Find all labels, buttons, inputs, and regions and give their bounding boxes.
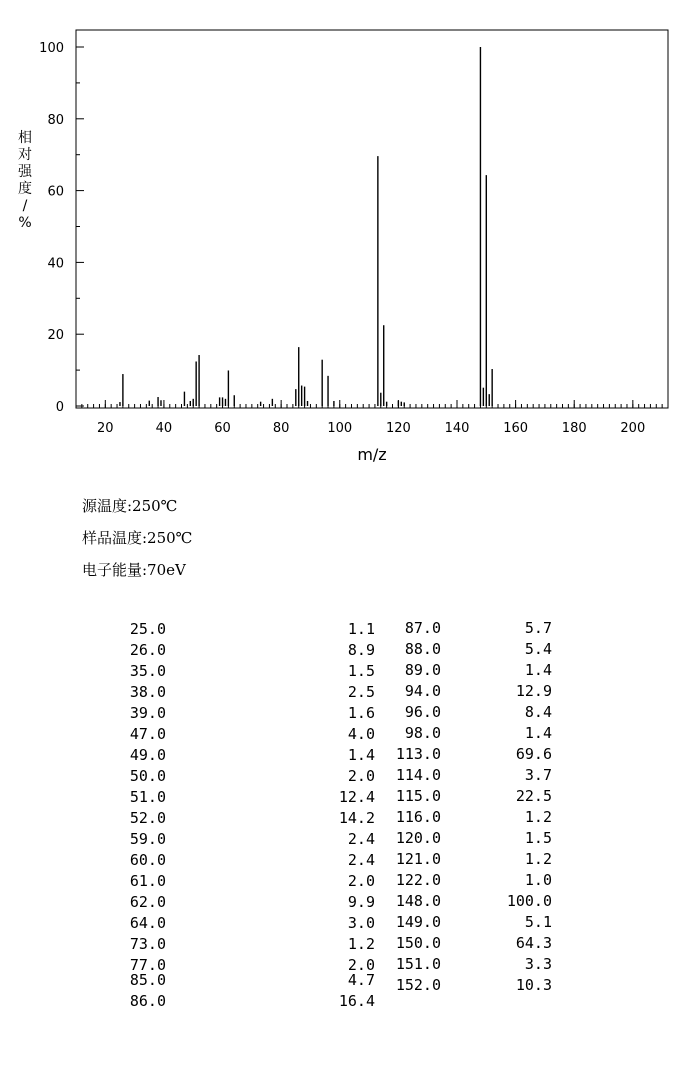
peak-mz: 89.0 (404, 661, 441, 679)
peak-mz: 150.0 (395, 934, 441, 952)
peak-intensity: 5.1 (524, 913, 552, 931)
peak-mz: 85.0 (129, 971, 166, 989)
x-tick-label: 60 (214, 421, 231, 436)
x-tick-label: 40 (155, 421, 173, 436)
y-tick-label: 100 (39, 41, 64, 56)
peak-intensity: 8.9 (347, 641, 375, 659)
peak-mz: 38.0 (129, 683, 166, 701)
peak-intensity: 1.2 (524, 808, 552, 826)
x-tick-labels (97, 421, 645, 436)
y-tick-label: 60 (47, 184, 64, 200)
y-tick-label: 40 (47, 256, 64, 272)
peak-intensity: 5.7 (524, 619, 552, 637)
peak-intensity: 3.7 (524, 766, 552, 784)
peak-row (100, 787, 375, 808)
peak-mz: 62.0 (129, 893, 166, 911)
peak-intensity: 1.0 (524, 871, 552, 889)
x-minor-ticks (76, 404, 668, 408)
peak-intensity: 1.2 (524, 850, 552, 868)
x-axis-label: m/z (357, 445, 387, 464)
peak-row (100, 991, 375, 1012)
peak-row (100, 829, 375, 850)
peak-intensity: 100.0 (506, 892, 552, 910)
peak-intensity: 9.9 (347, 893, 375, 911)
x-tick-label: 160 (503, 421, 529, 436)
peak-bars (120, 47, 492, 406)
peak-intensity: 1.2 (347, 935, 375, 953)
peak-mz: 39.0 (129, 704, 166, 722)
peak-mz: 25.0 (129, 620, 166, 638)
peak-mz: 47.0 (129, 725, 166, 743)
y-axis-label-char: 度 (18, 181, 32, 197)
peak-intensity: 16.4 (338, 992, 375, 1010)
peak-intensity: 12.4 (338, 788, 375, 806)
peak-intensity: 2.5 (347, 683, 375, 701)
peak-mz: 114.0 (395, 766, 441, 784)
peak-intensity: 3.3 (524, 955, 552, 973)
peak-mz: 148.0 (395, 892, 441, 910)
peak-row (370, 975, 570, 996)
peak-row (100, 766, 375, 787)
peak-row (370, 660, 570, 681)
x-tick-label: 20 (97, 421, 114, 436)
peak-intensity: 1.4 (524, 661, 552, 679)
peak-row (100, 640, 375, 661)
peak-intensity: 14.2 (338, 809, 375, 827)
peak-row (370, 744, 570, 765)
plot-frame (76, 30, 668, 408)
peak-mz: 26.0 (129, 641, 166, 659)
peak-mz: 51.0 (129, 788, 166, 806)
peak-intensity: 1.4 (524, 724, 552, 742)
peak-mz: 149.0 (395, 913, 441, 931)
peak-table-right (370, 618, 570, 996)
y-axis-label (14, 130, 36, 232)
peak-intensity: 2.0 (347, 872, 375, 890)
y-axis-label-char: 相 (18, 130, 32, 146)
peak-mz: 122.0 (395, 871, 441, 889)
peak-mz: 60.0 (129, 851, 166, 869)
peak-intensity: 1.5 (347, 662, 375, 680)
peak-intensity: 3.0 (347, 914, 375, 932)
y-tick-labels (39, 41, 64, 415)
peak-row (370, 912, 570, 933)
peak-intensity: 1.6 (347, 704, 375, 722)
peak-row (370, 765, 570, 786)
electron-energy: 电子能量:70eV (82, 561, 186, 579)
peak-intensity: 4.0 (347, 725, 375, 743)
peak-row (370, 807, 570, 828)
peak-intensity: 69.6 (515, 745, 552, 763)
x-tick-label: 200 (620, 421, 646, 436)
peak-intensity: 2.4 (347, 851, 375, 869)
peak-intensity: 5.4 (524, 640, 552, 658)
source-temperature: 源温度:250℃ (82, 497, 178, 515)
peak-mz: 120.0 (395, 829, 441, 847)
peak-mz: 49.0 (129, 746, 166, 764)
peak-row (370, 639, 570, 660)
x-tick-label: 120 (385, 421, 411, 436)
x-tick-label: 180 (561, 421, 587, 436)
peak-mz: 116.0 (395, 808, 441, 826)
peak-row (100, 745, 375, 766)
peak-row (100, 619, 375, 640)
peak-mz: 88.0 (404, 640, 441, 658)
y-tick-label: 80 (47, 112, 64, 128)
y-axis-label-char: 对 (18, 147, 32, 163)
peak-intensity: 1.5 (524, 829, 552, 847)
y-axis-label-char: % (18, 215, 32, 231)
y-axis-label-char: 强 (18, 164, 32, 180)
peak-mz: 87.0 (404, 619, 441, 637)
peak-row (370, 618, 570, 639)
peak-row (100, 850, 375, 871)
peak-row (100, 808, 375, 829)
peak-row (370, 891, 570, 912)
peak-row (100, 892, 375, 913)
peak-mz: 98.0 (404, 724, 441, 742)
peak-row (100, 661, 375, 682)
peak-mz: 77.0 (129, 956, 166, 974)
y-axis-label-char: / (22, 198, 28, 214)
peak-mz: 50.0 (129, 767, 166, 785)
peak-row (370, 849, 570, 870)
peak-row (370, 870, 570, 891)
peak-mz: 86.0 (129, 992, 166, 1010)
peak-intensity: 1.4 (347, 746, 375, 764)
peak-mz: 64.0 (129, 914, 166, 932)
peak-row (100, 703, 375, 724)
peak-row (100, 724, 375, 745)
x-tick-label: 140 (444, 421, 470, 436)
peak-mz: 35.0 (129, 662, 166, 680)
x-tick-label: 80 (272, 421, 290, 436)
peak-row (100, 871, 375, 892)
y-ticks (76, 47, 84, 406)
peak-intensity: 22.5 (515, 787, 552, 805)
peak-row (100, 913, 375, 934)
peak-intensity: 12.9 (515, 682, 552, 700)
peak-table-left (100, 619, 375, 1012)
peak-intensity: 2.4 (347, 830, 375, 848)
peak-mz: 96.0 (404, 703, 441, 721)
y-tick-label: 20 (47, 328, 64, 344)
peak-mz: 151.0 (395, 955, 441, 973)
peak-row (370, 786, 570, 807)
peak-mz: 94.0 (404, 682, 441, 700)
peak-row (370, 702, 570, 723)
peak-intensity: 2.0 (347, 956, 375, 974)
peak-row (370, 933, 570, 954)
peak-row (370, 954, 570, 975)
peak-mz: 152.0 (395, 976, 441, 994)
peak-mz: 113.0 (395, 745, 441, 763)
peak-mz: 121.0 (395, 850, 441, 868)
peak-mz: 61.0 (129, 872, 166, 890)
peak-row (370, 828, 570, 849)
peak-mz: 115.0 (395, 787, 441, 805)
peak-row (100, 970, 375, 991)
peak-mz: 52.0 (129, 809, 166, 827)
peak-row (370, 681, 570, 702)
peak-row (100, 682, 375, 703)
mass-spectrum-chart (0, 0, 687, 470)
peak-row (370, 723, 570, 744)
peak-intensity: 1.1 (347, 620, 375, 638)
peak-intensity: 8.4 (524, 703, 552, 721)
peak-intensity: 2.0 (347, 767, 375, 785)
peak-mz: 73.0 (129, 935, 166, 953)
peak-intensity: 4.7 (347, 971, 375, 989)
peak-intensity: 64.3 (515, 934, 552, 952)
sample-temperature: 样品温度:250℃ (82, 529, 193, 547)
y-tick-label: 0 (55, 400, 64, 415)
peak-intensity: 10.3 (515, 976, 552, 994)
peak-mz: 59.0 (129, 830, 166, 848)
peak-row (100, 934, 375, 955)
x-tick-label: 100 (327, 421, 353, 436)
